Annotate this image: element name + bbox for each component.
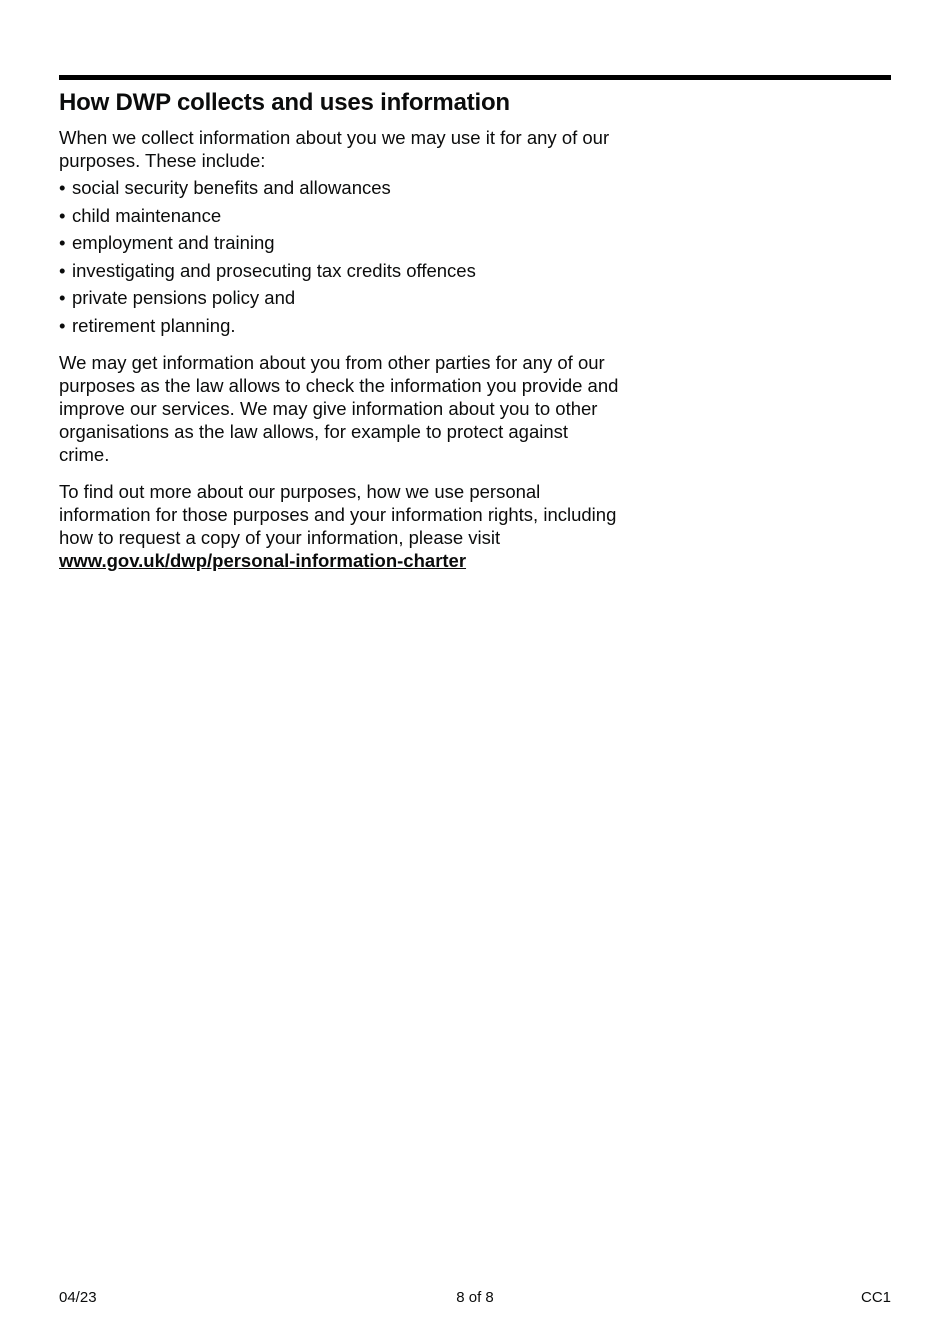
- footer-form-code: CC1: [860, 1289, 891, 1306]
- list-item: • investigating and prosecuting tax credits offences: [59, 259, 619, 282]
- list-item: • private pensions policy and: [59, 286, 619, 309]
- personal-information-charter-link[interactable]: www.gov.uk/dwp/personal-information-charter: [59, 549, 467, 571]
- page-title: How DWP collects and uses information: [59, 89, 510, 116]
- list-item: • social security benefits and allowances: [59, 176, 619, 199]
- list-item: • retirement planning.: [59, 314, 619, 337]
- footer-date: 04/23: [59, 1289, 97, 1306]
- list-item: • child maintenance: [59, 204, 619, 227]
- more-info-paragraph: [59, 480, 619, 572]
- sharing-paragraph: We may get information about you from other parties for any of our purposes as the law allows to check the information you provide and improve our services. We may give information about you to other organisations as the law allows, for example to protect against crime.: [59, 351, 619, 465]
- intro-paragraph: When we collect information about you we may use it for any of our purposes. These include:: [59, 127, 610, 171]
- purposes-list: [59, 176, 619, 337]
- main-content: [59, 88, 619, 572]
- list-item: • employment and training: [59, 231, 619, 254]
- section-top-rule: [59, 75, 891, 80]
- footer-page-number: 8 of 8: [456, 1289, 494, 1306]
- more-info-text: To find out more about our purposes, how we use personal information for those purposes and your information rights, including how to request a copy of your information, please visit: [59, 480, 617, 548]
